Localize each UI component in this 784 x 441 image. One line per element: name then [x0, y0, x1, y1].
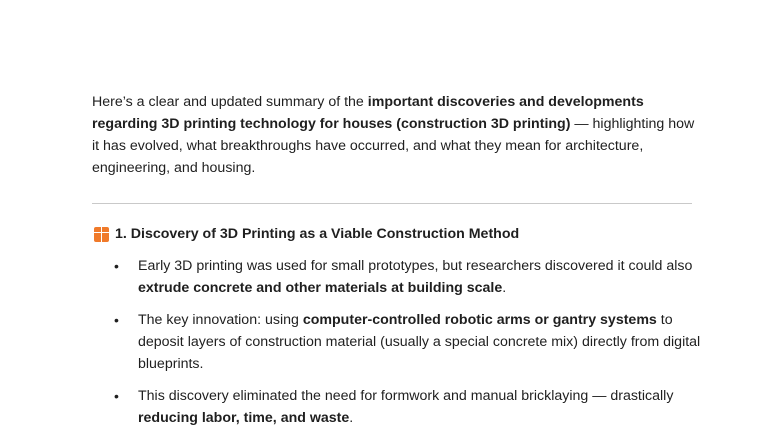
intro-text-end: — highlighting how it has evolved, what breakthroughs have occurred, and what they mean for architecture, engineering, and housing. [92, 116, 695, 176]
bullet-bold-text: reducing labor, time, and waste [138, 410, 350, 426]
bullet-bold-text: computer-controlled robotic arms or gantry systems [302, 312, 657, 328]
brick-icon [94, 227, 109, 242]
horizontal-divider [92, 203, 692, 204]
section-heading [94, 223, 519, 245]
bullet-list [112, 255, 702, 439]
bullet-text: The key innovation: using [138, 312, 303, 328]
intro-text: Here’s a clear and updated summary of the [92, 94, 368, 110]
list-item [112, 309, 702, 375]
list-item [112, 385, 702, 429]
bullet-text-end: . [349, 410, 354, 426]
bullet-text-end: to deposit layers of construction material (usually a special concrete mix) directly from digital blueprints. [138, 312, 701, 372]
list-item [112, 255, 702, 299]
bullet-text: This discovery eliminated the need for formwork and manual bricklaying — drastically [138, 388, 674, 404]
bullet-text-end: . [502, 280, 507, 296]
section-title-text: 1. Discovery of 3D Printing as a Viable Construction Method [115, 226, 520, 242]
intro-bold-text: important discoveries and developments regarding 3D printing technology for houses (construction 3D printing) [92, 94, 644, 132]
bullet-text: Early 3D printing was used for small prototypes, but researchers discovered it could also [138, 258, 693, 274]
bullet-bold-text: extrude concrete and other materials at building scale [138, 280, 503, 296]
intro-paragraph [92, 91, 702, 179]
